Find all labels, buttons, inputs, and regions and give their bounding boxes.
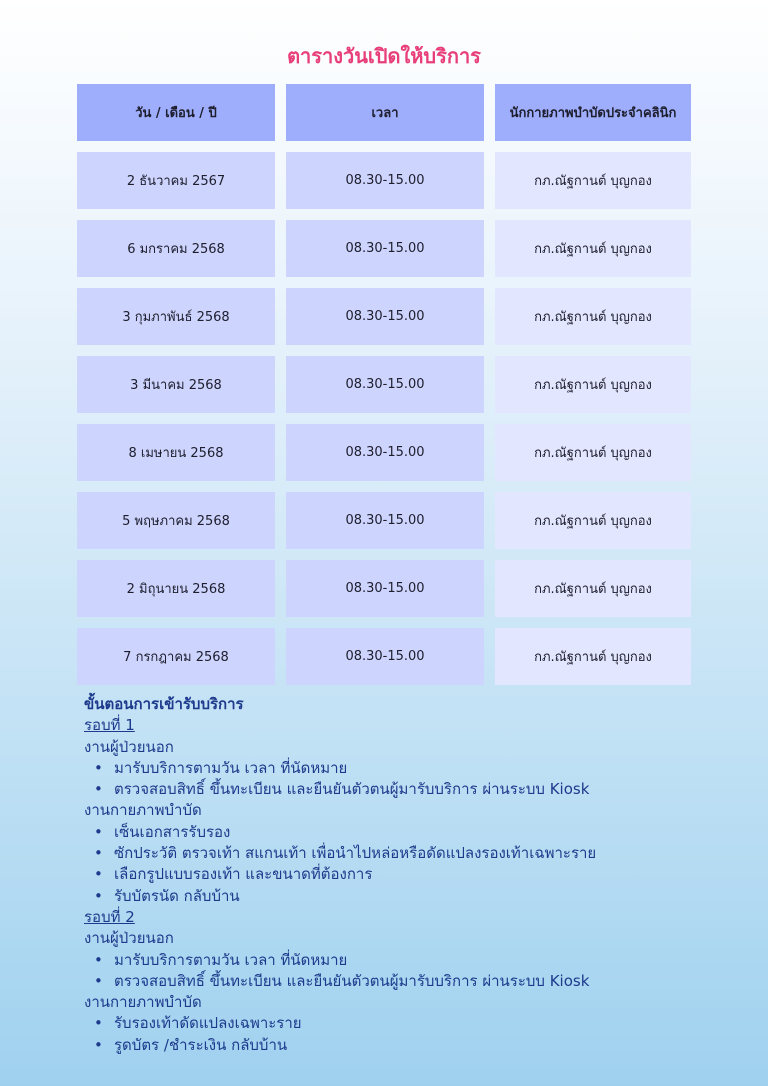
table-header-row — [77, 84, 691, 141]
round-2-opd-label: งานผู้ป่วยนอก — [84, 929, 174, 948]
table-row — [77, 628, 691, 685]
steps-heading: ขั้นตอนการเข้ารับบริการ — [84, 695, 244, 713]
cell-time: 08.30-15.00 — [286, 424, 484, 481]
bullet-icon: • — [94, 844, 103, 863]
cell-date: 3 กุมภาพันธ์ 2568 — [77, 288, 275, 345]
cell-time: 08.30-15.00 — [286, 356, 484, 413]
cell-therapist: กภ.ณัฐกานต์ บุญกอง — [495, 220, 691, 277]
round-1-label: รอบที่ 1 — [84, 716, 135, 735]
cell-therapist: กภ.ณัฐกานต์ บุญกอง — [495, 356, 691, 413]
list-item-text: รูดบัตร /ชำระเงิน กลับบ้าน — [114, 1035, 288, 1054]
list-item-text: เซ็นเอกสารรับรอง — [114, 822, 231, 841]
cell-therapist: กภ.ณัฐกานต์ บุญกอง — [495, 628, 691, 685]
cell-date: 7 กรกฎาคม 2568 — [77, 628, 275, 685]
cell-date: 2 ธันวาคม 2567 — [77, 152, 275, 209]
header-therapist: นักกายภาพบำบัดประจำคลินิก — [495, 84, 691, 141]
cell-therapist: กภ.ณัฐกานต์ บุญกอง — [495, 152, 691, 209]
list-item — [94, 779, 704, 800]
list-item — [94, 886, 704, 907]
list-item — [94, 822, 704, 843]
list-item — [94, 1013, 704, 1034]
list-item-text: รับบัตรนัด กลับบ้าน — [114, 886, 240, 905]
table-row — [77, 288, 691, 345]
round-1-pt-label: งานกายภาพบำบัด — [84, 801, 202, 820]
cell-therapist: กภ.ณัฐกานต์ บุญกอง — [495, 424, 691, 481]
bullet-icon: • — [94, 822, 103, 841]
table-row — [77, 424, 691, 481]
list-item — [94, 1035, 704, 1056]
cell-time: 08.30-15.00 — [286, 220, 484, 277]
list-item-text: ตรวจสอบสิทธิ์ ขึ้นทะเบียน และยืนยันตัวตนผู้มารับบริการ ผ่านระบบ Kiosk — [114, 780, 590, 799]
round-1-opd-list — [84, 758, 704, 801]
cell-date: 8 เมษายน 2568 — [77, 424, 275, 481]
table-row — [77, 220, 691, 277]
round-2-opd-list — [84, 950, 704, 993]
service-steps — [84, 694, 704, 1056]
header-date: วัน / เดือน / ปี — [77, 84, 275, 141]
round-2-pt-label: งานกายภาพบำบัด — [84, 993, 202, 1012]
table-row — [77, 152, 691, 209]
list-item — [94, 843, 704, 864]
list-item-text: รับรองเท้าดัดแปลงเฉพาะราย — [114, 1014, 302, 1033]
list-item — [94, 864, 704, 885]
cell-therapist: กภ.ณัฐกานต์ บุญกอง — [495, 492, 691, 549]
bullet-icon: • — [94, 971, 103, 990]
cell-time: 08.30-15.00 — [286, 288, 484, 345]
bullet-icon: • — [94, 950, 103, 969]
bullet-icon: • — [94, 758, 103, 777]
list-item — [94, 758, 704, 779]
cell-time: 08.30-15.00 — [286, 628, 484, 685]
bullet-icon: • — [94, 865, 103, 884]
list-item-text: มารับบริการตามวัน เวลา ที่นัดหมาย — [114, 758, 348, 777]
list-item-text: เลือกรูปแบบรองเท้า และขนาดที่ต้องการ — [114, 865, 373, 884]
round-1-pt-list — [84, 822, 704, 907]
table-row — [77, 356, 691, 413]
header-time: เวลา — [286, 84, 484, 141]
round-1-opd-label: งานผู้ป่วยนอก — [84, 737, 174, 756]
list-item-text: ตรวจสอบสิทธิ์ ขึ้นทะเบียน และยืนยันตัวตนผู้มารับบริการ ผ่านระบบ Kiosk — [114, 971, 590, 990]
bullet-icon: • — [94, 886, 103, 905]
page-title: ตารางวันเปิดให้บริการ — [287, 44, 481, 68]
round-2-pt-list — [84, 1013, 704, 1056]
cell-date: 6 มกราคม 2568 — [77, 220, 275, 277]
list-item — [94, 971, 704, 992]
bullet-icon: • — [94, 1014, 103, 1033]
cell-date: 3 มีนาคม 2568 — [77, 356, 275, 413]
cell-therapist: กภ.ณัฐกานต์ บุญกอง — [495, 560, 691, 617]
cell-time: 08.30-15.00 — [286, 560, 484, 617]
cell-date: 5 พฤษภาคม 2568 — [77, 492, 275, 549]
round-2-label: รอบที่ 2 — [84, 907, 135, 926]
list-item — [94, 950, 704, 971]
schedule-table — [77, 84, 691, 696]
table-row — [77, 492, 691, 549]
cell-therapist: กภ.ณัฐกานต์ บุญกอง — [495, 288, 691, 345]
list-item-text: ซักประวัติ ตรวจเท้า สแกนเท้า เพื่อนำไปหล่อหรือดัดแปลงรองเท้าเฉพาะราย — [114, 844, 597, 863]
bullet-icon: • — [94, 1035, 103, 1054]
cell-date: 2 มิถุนายน 2568 — [77, 560, 275, 617]
table-row — [77, 560, 691, 617]
cell-time: 08.30-15.00 — [286, 492, 484, 549]
list-item-text: มารับบริการตามวัน เวลา ที่นัดหมาย — [114, 950, 348, 969]
cell-time: 08.30-15.00 — [286, 152, 484, 209]
bullet-icon: • — [94, 780, 103, 799]
